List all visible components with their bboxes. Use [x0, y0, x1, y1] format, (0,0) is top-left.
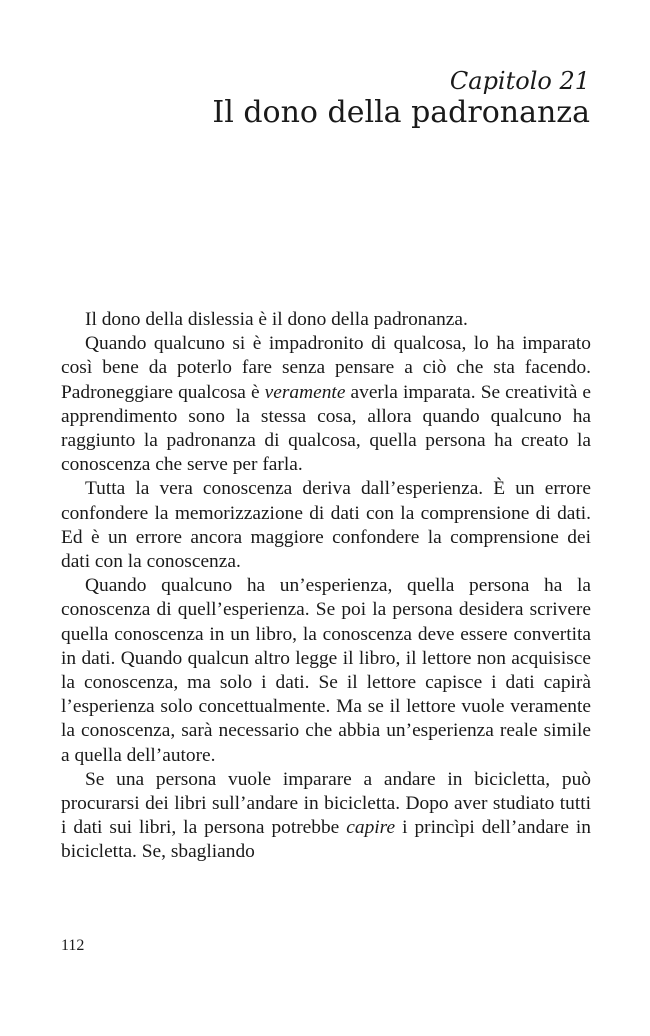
paragraph — [61, 477, 591, 574]
italic-text-run: veramente — [264, 381, 346, 403]
text-run: i princìpi dell’andare in bicicletta. Se, sbagliando — [61, 817, 592, 863]
text-run: Se una persona vuole imparare a andare in bicicletta, può procurarsi dei libri sull’andare in bicicletta. Dopo aver studiato tutti i dati sui libri, la persona potrebbe — [61, 768, 591, 839]
paragraph — [61, 332, 591, 477]
paragraph — [61, 768, 591, 865]
italic-text-run: capire — [346, 817, 396, 839]
paragraph — [61, 308, 591, 332]
text-run: Il dono della dislessia è il dono della padronanza. — [85, 309, 468, 330]
page-number: 112 — [61, 937, 85, 954]
text-run: Quando qualcuno ha un’esperienza, quella persona ha la conoscenza di quell’esperienza. Se poi la persona desidera scrivere quella conoscenza in un libro, la conoscenza deve essere convertita in dati. Quando qualcun altro legge il libro, il lettore non acquisisce la conoscenza, ma solo i dati. Se il lettore capisce i dati capirà l’esperienza solo concettualmente. Ma se il lettore vuole veramente la conoscenza, sarà necessario che abbia un’esperienza reale simile a quella dell’autore. — [61, 575, 591, 766]
text-run: averla imparata. Se creatività e apprendimento sono la stessa cosa, allora quando qualcuno ha raggiunto la padronanza di qualcosa, quella persona ha creato la conoscenza che serve per farla. — [61, 381, 591, 476]
text-run: Quando qualcuno si è impadronito di qualcosa, lo ha imparato così bene da poterlo fare senza pensare a ciò che sta facendo. Padroneggiare qualcosa è — [61, 333, 591, 403]
text-run: Tutta la vera conoscenza deriva dall’esperienza. È un errore confondere la memorizzazione di dati con la comprensione di dati. Ed è un errore ancora maggiore confondere la comprensione dei dati con la conoscenza. — [61, 478, 591, 573]
chapter-heading — [212, 66, 590, 130]
chapter-title: Il dono della padronanza — [212, 95, 590, 130]
paragraph — [61, 574, 591, 768]
chapter-number: Capitolo 21 — [449, 67, 590, 95]
chapter-body-text — [61, 308, 591, 865]
